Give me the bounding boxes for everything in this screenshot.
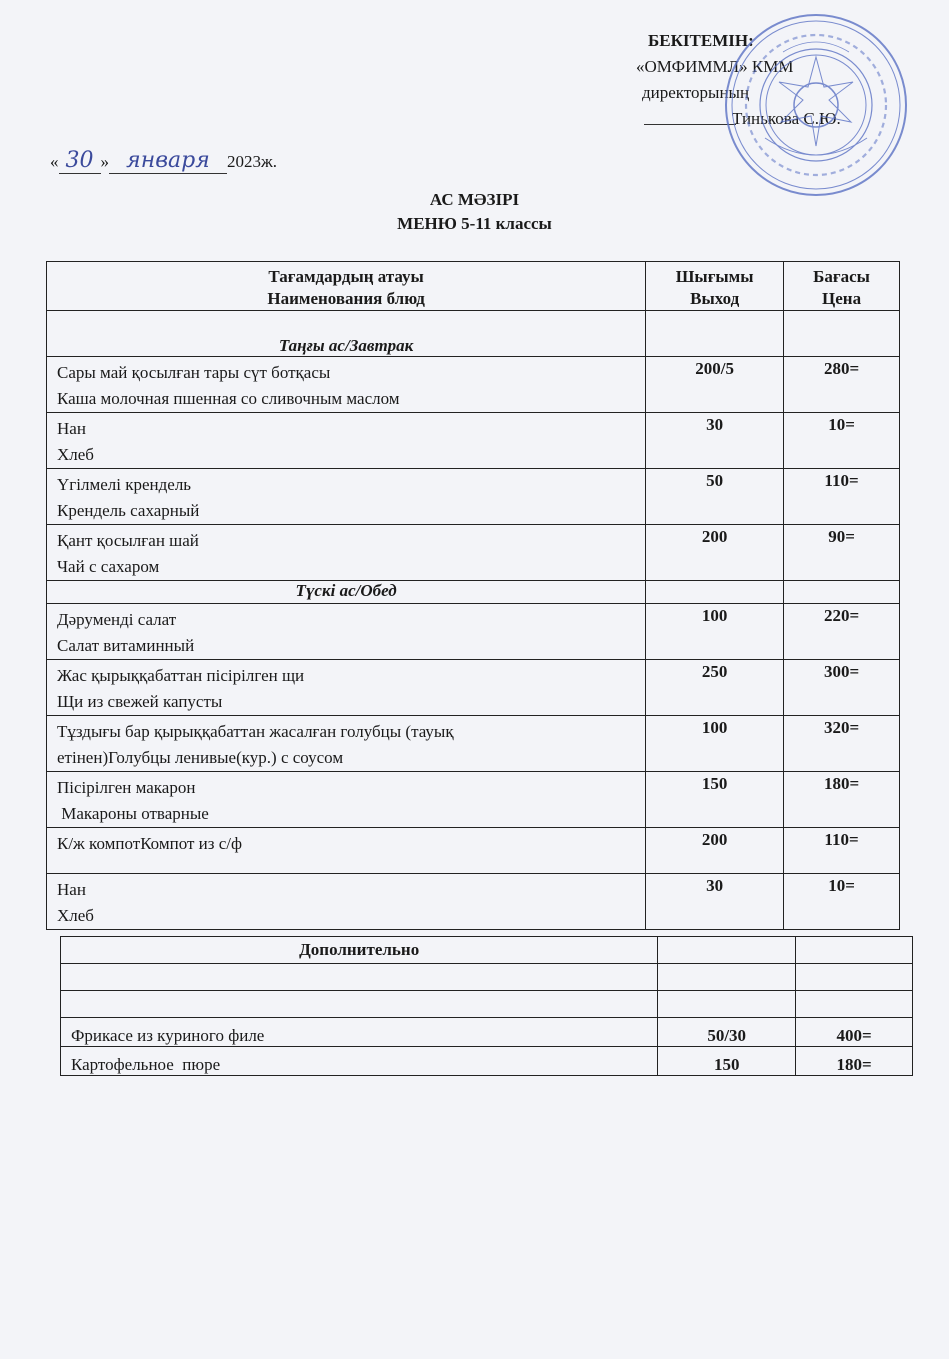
empty-row [61,991,913,1018]
price-cell: 110= [784,828,900,874]
yield-cell: 50 [646,469,784,525]
yield-cell: 150 [658,1047,796,1076]
date-line [50,148,277,174]
yield-cell: 200/5 [646,357,784,413]
empty-row [61,964,913,991]
price-cell: 320= [784,716,900,772]
price-cell: 220= [784,604,900,660]
table-row [61,1047,913,1076]
extra-header-row [61,937,913,964]
extra-title: Дополнительно [61,937,658,964]
table-row: Нан Хлеб 30 10= [47,413,900,469]
table-row: К/ж компотКомпот из с/ф 200 110= [47,828,900,874]
table-row: Пісірілген макарон Макароны отварные 150 180= [47,772,900,828]
column-header-yield: Шығымы Выход [646,262,784,311]
yield-cell: 200 [646,525,784,581]
yield-cell: 30 [646,413,784,469]
date-open-quote: « [50,152,59,171]
yield-cell: 50/30 [658,1018,796,1047]
price-cell: 110= [784,469,900,525]
date-close-quote: » [100,152,109,171]
page-subtitle: МЕНЮ 5-11 классы [397,214,552,233]
table-row: Сары май қосылған тары сүт ботқасы Каша молочная пшенная со сливочным маслом 200/5 280= [47,357,900,413]
approval-org: «ОМФИММЛ» КММ [636,57,794,76]
section-row-lunch [47,581,900,604]
price-cell: 180= [784,772,900,828]
column-header-price: Бағасы Цена [784,262,900,311]
price-cell: 400= [796,1018,913,1047]
yield-cell: 100 [646,716,784,772]
page-title: АС МӘЗІРІ [429,190,520,209]
dish-name: Картофельное пюре [61,1047,658,1076]
table-row: Дәруменді салат Салат витаминный 100 220= [47,604,900,660]
table-row: Үгілмелі крендель Крендель сахарный 50 110= [47,469,900,525]
date-year: 2023ж. [227,152,277,171]
column-header-name: Тағамдардың атауы Наименования блюд [47,262,646,311]
price-cell: 10= [784,874,900,930]
price-cell: 180= [796,1047,913,1076]
section-title: Таңғы ас/Завтрак [47,311,646,357]
yield-cell: 30 [646,874,784,930]
table-row: Тұздығы бар қырыққабаттан жасалған голубцы (тауық етінен)Голубцы ленивые(кур.) с соусом 100 320= [47,716,900,772]
date-month: января [126,148,210,173]
price-cell: 280= [784,357,900,413]
yield-cell: 200 [646,828,784,874]
table-row: Қант қосылған шай Чай с сахаром 200 90= [47,525,900,581]
price-cell: 90= [784,525,900,581]
approval-role: директорының [642,83,750,102]
price-cell: 10= [784,413,900,469]
yield-cell: 250 [646,660,784,716]
table-header-row [47,262,900,311]
price-cell: 300= [784,660,900,716]
yield-cell: 100 [646,604,784,660]
table-row [61,1018,913,1047]
section-row-breakfast [47,311,900,357]
official-seal-icon [723,12,909,198]
approval-title: БЕКІТЕМІН: [648,31,754,50]
dish-name: Фрикасе из куриного филе [61,1018,658,1047]
extra-table [60,936,913,1076]
yield-cell: 150 [646,772,784,828]
menu-table [46,261,900,930]
table-row: Жас қырыққабаттан пісірілген щи Щи из свежей капусты 250 300= [47,660,900,716]
approval-name: Тинькова С.Ю. [732,109,841,128]
table-row: Нан Хлеб 30 10= [47,874,900,930]
section-title: Түскі ас/Обед [47,581,646,604]
date-day: 30 [65,148,94,173]
